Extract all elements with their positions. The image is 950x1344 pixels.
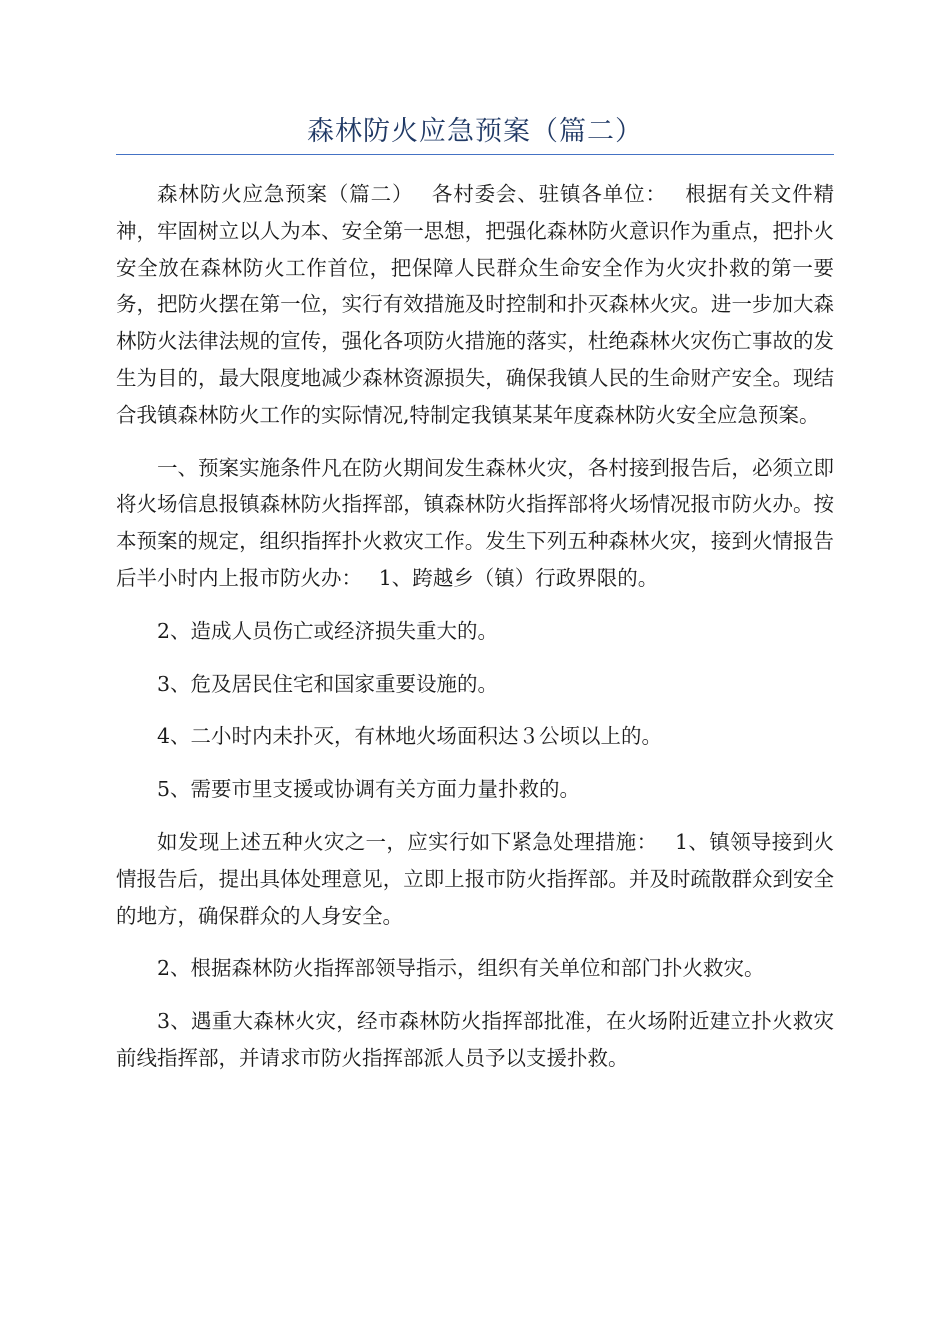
- paragraph-measure-3: 3、遇重大森林火灾，经市森林防火指挥部批准，在火场附近建立扑火救灾前线指挥部，并请求市防火指挥部派人员予以支援扑救。: [116, 1009, 834, 1070]
- title-underline: [116, 154, 834, 155]
- paragraph-section-1: 一、预案实施条件凡在防火期间发生森林火灾，各村接到报告后，必须立即将火场信息报镇森林防火指挥部，镇森林防火指挥部将火场情况报市防火办。按本预案的规定，组织指挥扑火救灾工作。发生下列五种森林火灾，接到火情报告后半小时内上报市防火办： 1、跨越乡（镇）行政界限的。: [116, 455, 834, 590]
- paragraph-measure-2: 2、根据森林防火指挥部领导指示，组织有关单位和部门扑火救灾。: [157, 956, 765, 981]
- paragraph-item-5: 5、需要市里支援或协调有关方面力量扑救的。: [157, 777, 581, 802]
- document-body: [116, 176, 834, 1093]
- paragraph-item-2: 2、造成人员伤亡或经济损失重大的。: [157, 618, 499, 643]
- paragraph-item-4: 4、二小时内未扑灭，有林地火场面积达３公顷以上的。: [157, 724, 663, 749]
- paragraph-emergency-measures: 如发现上述五种火灾之一，应实行如下紧急处理措施： 1、镇领导接到火情报告后，提出具体处理意见，立即上报市防火指挥部。并及时疏散群众到安全的地方，确保群众的人身安全。: [116, 829, 834, 928]
- document-title: 森林防火应急预案（篇二）: [307, 116, 643, 147]
- paragraph-intro: 森林防火应急预案（篇二） 各村委会、驻镇各单位： 根据有关文件精神，牢固树立以人为本、安全第一思想，把强化森林防火意识作为重点，把扑火安全放在森林防火工作首位，把保障人民群众生命安全作为火灾扑救的第一要务，把防火摆在第一位，实行有效措施及时控制和扑灭森林火灾。进一步加大森林防火法律法规的宣传，强化各项防火措施的落实，杜绝森林火灾伤亡事故的发生为目的，最大限度地减少森林资源损失，确保我镇人民的生命财产安全。现结合我镇森林防火工作的实际情况,特制定我镇某某年度森林防火安全应急预案。: [116, 182, 834, 427]
- paragraph-item-3: 3、危及居民住宅和国家重要设施的。: [157, 671, 499, 696]
